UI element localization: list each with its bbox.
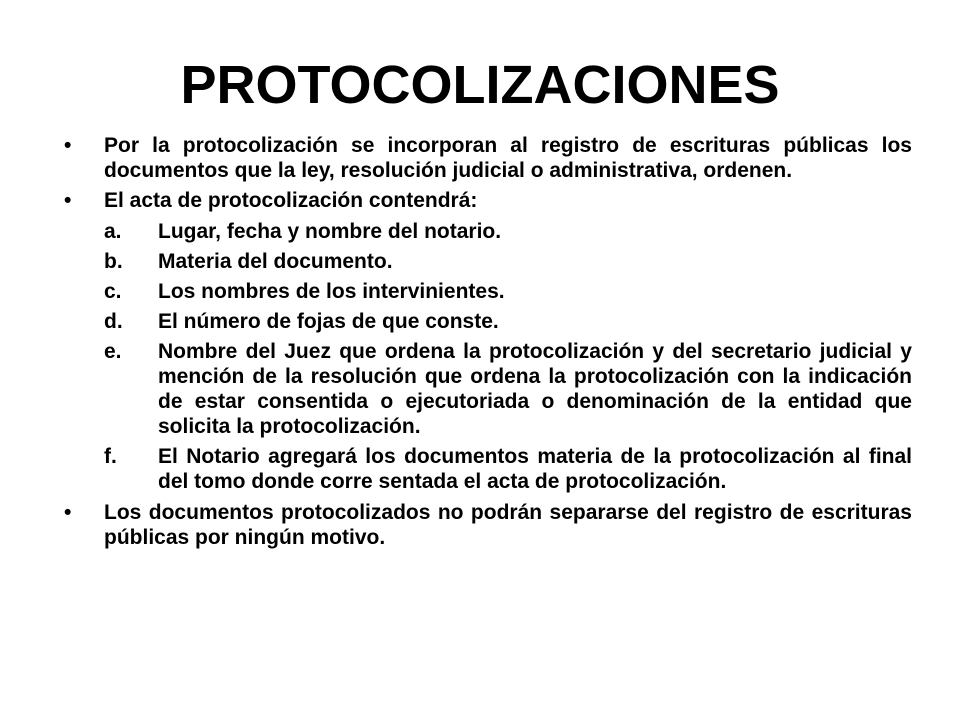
- list-item-text: El número de fojas de que conste.: [158, 310, 499, 333]
- bullet-item: [64, 133, 912, 183]
- bullet-icon: •: [64, 501, 72, 524]
- list-letter: d.: [104, 310, 123, 333]
- list-item-text: Materia del documento.: [158, 250, 393, 273]
- list-letter: f.: [104, 445, 117, 468]
- bullet-item: [64, 500, 912, 550]
- list-item-text: El Notario agregará los documentos materia de la protocolización al final del tomo donde corre sentada el acta de protocolización.: [158, 445, 912, 493]
- list-letter: b.: [104, 250, 123, 273]
- slide-content: [64, 133, 912, 555]
- list-item-text: Lugar, fecha y nombre del notario.: [158, 220, 502, 243]
- bullet-item: [64, 188, 912, 213]
- acta-contents-list: [64, 219, 912, 494]
- bullet-icon: •: [64, 134, 72, 157]
- bullet-text: El acta de protocolización contendrá:: [104, 189, 478, 212]
- bullet-text: Por la protocolización se incorporan al registro de escrituras públicas los documentos que la ley, resolución judicial o administrativa, ordenen.: [104, 134, 912, 182]
- slide-title: PROTOCOLIZACIONES: [180, 55, 780, 115]
- list-item: [64, 219, 912, 244]
- list-item-text: Los nombres de los intervinientes.: [158, 280, 505, 303]
- list-item: [64, 309, 912, 334]
- list-letter: a.: [104, 220, 122, 243]
- bullet-text: Los documentos protocolizados no podrán separarse del registro de escrituras públicas por ningún motivo.: [104, 501, 912, 549]
- list-letter: e.: [104, 340, 122, 363]
- bullet-icon: •: [64, 189, 72, 212]
- list-item: [64, 279, 912, 304]
- list-letter: c.: [104, 280, 122, 303]
- list-item: [64, 339, 912, 439]
- list-item-text: Nombre del Juez que ordena la protocolización y del secretario judicial y mención de la resolución que ordena la protocolización con la indicación de estar consentida o ejecutoriada o denominación de la entidad que solicita la protocolización.: [158, 340, 912, 438]
- list-item: [64, 249, 912, 274]
- list-item: [64, 444, 912, 494]
